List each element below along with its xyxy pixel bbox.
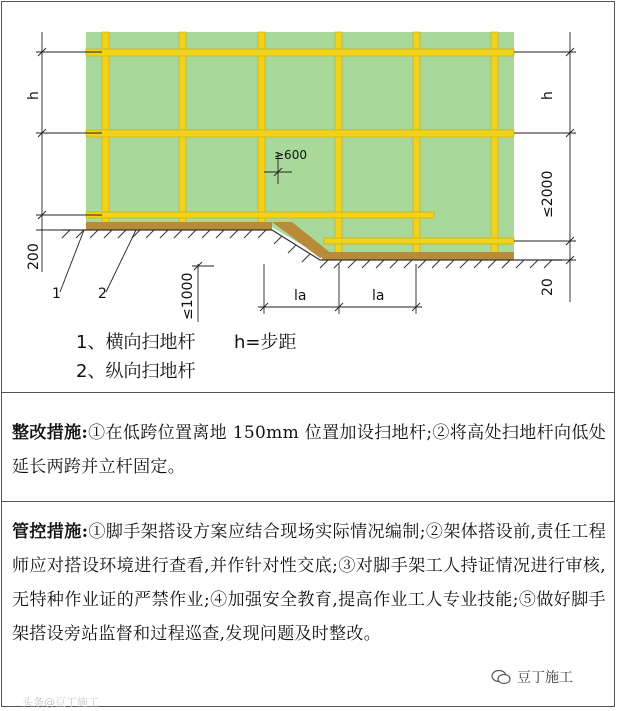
rectification-heading: 整改措施: <box>12 423 89 443</box>
ledger-low-sweep <box>324 238 514 244</box>
watermark-left: 头条@豆丁施工 <box>22 696 99 709</box>
pole-6 <box>491 32 498 258</box>
control-text: ①脚手架搭设方案应结合现场实际情况编制;②架体搭设前,责任工程师应对搭设环境进行查看,并作针对性交底;③对脚手架工人持证情况进行审核,无特种作业证的严禁作业;④加强安全教育,提高作业工人专业技能;⑤做好脚手架搭设旁站监督和过程巡查,发现问题及时整改。 <box>12 522 606 644</box>
legend-item-2: 2、纵向扫地杆 <box>76 361 196 382</box>
watermark-right <box>491 667 573 687</box>
callout-2: 2 <box>98 286 107 302</box>
rectification-measures <box>12 416 606 484</box>
la-dimension-lines <box>258 264 422 314</box>
legend-h-definition: h=步距 <box>234 332 297 353</box>
wechat-icon <box>491 669 511 685</box>
la-label-2: la <box>372 288 385 304</box>
watermark-right-text: 豆丁施工 <box>517 670 573 686</box>
right-dimension-lines <box>514 32 576 302</box>
control-measures <box>12 515 606 651</box>
h-label-right: h <box>540 91 556 100</box>
control-heading: 管控措施: <box>12 522 89 542</box>
row-divider-2 <box>1 501 615 502</box>
base-board-low <box>322 252 514 260</box>
le2000-label: ≤2000 <box>540 170 556 218</box>
dim-200-label: 200 <box>26 243 42 270</box>
row-divider-1 <box>1 392 615 393</box>
scaffold-sweeping-pole-diagram <box>2 2 614 390</box>
legend-item-1: 1、横向扫地杆 <box>76 332 196 353</box>
ledger-2 <box>86 130 514 137</box>
base-board-high <box>86 222 272 230</box>
rectification-text: ①在低跨位置离地 150mm 位置加设扫地杆;②将高处扫地杆向低处延长两跨并立杆固定。 <box>12 423 607 477</box>
pole-4 <box>335 32 342 258</box>
dim-20-label: 20 <box>540 278 556 296</box>
le1000-label: ≤1000 <box>180 272 196 320</box>
callout-1: 1 <box>52 286 61 302</box>
pole-5 <box>413 32 420 258</box>
ledger-1 <box>86 49 514 56</box>
ledger-high-sweep <box>86 212 434 218</box>
la-label-1: la <box>294 288 307 304</box>
h-label-left: h <box>26 91 42 100</box>
ge600-label: ≥600 <box>274 148 307 162</box>
